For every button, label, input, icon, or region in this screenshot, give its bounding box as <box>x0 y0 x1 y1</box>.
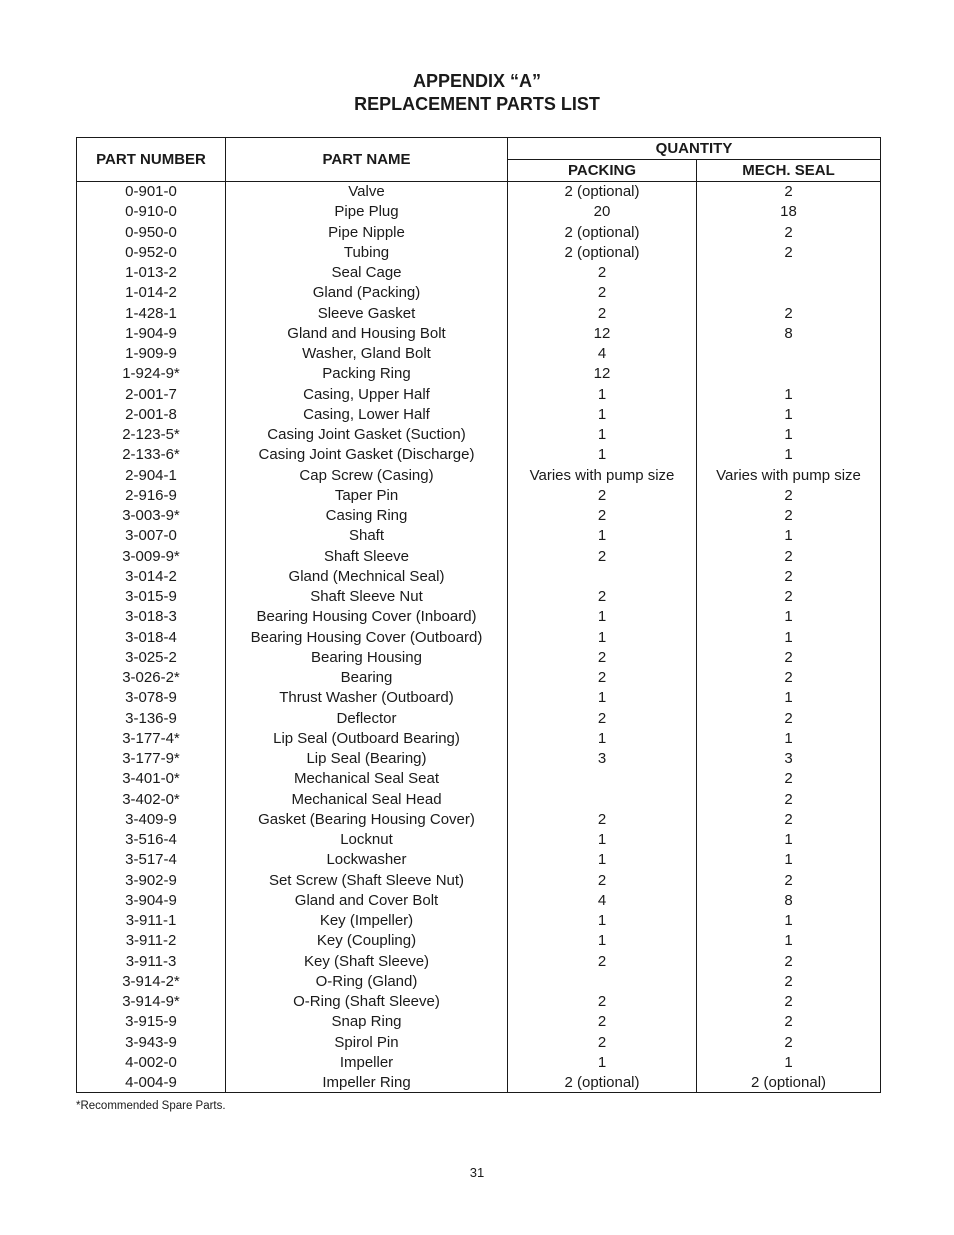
part-number-cell: 0-950-0 <box>77 222 226 242</box>
mech-seal-qty-cell <box>697 283 881 303</box>
part-name-cell: Pipe Nipple <box>226 222 508 242</box>
mech-seal-qty-cell: 2 <box>697 303 881 323</box>
part-number-cell: 0-901-0 <box>77 182 226 202</box>
mech-seal-qty-cell: 1 <box>697 931 881 951</box>
mech-seal-qty-cell: 2 <box>697 546 881 566</box>
packing-qty-cell: 1 <box>508 1052 697 1072</box>
mech-seal-qty-cell: 1 <box>697 728 881 748</box>
packing-qty-cell: 1 <box>508 931 697 951</box>
part-name-cell: Shaft Sleeve <box>226 546 508 566</box>
part-number-cell: 2-904-1 <box>77 465 226 485</box>
part-name-cell: Seal Cage <box>226 263 508 283</box>
part-number-cell: 3-401-0* <box>77 769 226 789</box>
part-number-cell: 3-911-2 <box>77 931 226 951</box>
packing-qty-cell: 2 <box>508 1012 697 1032</box>
part-number-cell: 3-904-9 <box>77 890 226 910</box>
table-row <box>77 404 881 424</box>
table-row <box>77 951 881 971</box>
table-row <box>77 870 881 890</box>
mech-seal-qty-cell: 2 <box>697 242 881 262</box>
packing-qty-cell: 1 <box>508 425 697 445</box>
packing-qty-cell: 1 <box>508 850 697 870</box>
table-row <box>77 587 881 607</box>
part-number-cell: 3-915-9 <box>77 1012 226 1032</box>
table-row <box>77 364 881 384</box>
part-name-cell: Key (Coupling) <box>226 931 508 951</box>
mech-seal-qty-cell: 1 <box>697 384 881 404</box>
part-name-cell: Shaft Sleeve Nut <box>226 587 508 607</box>
packing-qty-cell: 2 <box>508 485 697 505</box>
packing-qty-cell: 1 <box>508 607 697 627</box>
part-name-cell: Gland (Packing) <box>226 283 508 303</box>
part-number-cell: 3-136-9 <box>77 708 226 728</box>
packing-qty-cell: 1 <box>508 728 697 748</box>
table-row <box>77 506 881 526</box>
table-row <box>77 344 881 364</box>
table-row <box>77 303 881 323</box>
packing-qty-cell: 2 <box>508 263 697 283</box>
page-number: 31 <box>469 1165 485 1180</box>
part-number-cell: 3-517-4 <box>77 850 226 870</box>
header-mech-seal: MECH. SEAL <box>697 160 881 182</box>
mech-seal-qty-cell: 2 <box>697 182 881 202</box>
mech-seal-qty-cell: 2 <box>697 506 881 526</box>
header-part-number: PART NUMBER <box>77 138 226 182</box>
part-name-cell: Key (Shaft Sleeve) <box>226 951 508 971</box>
part-number-cell: 3-914-9* <box>77 992 226 1012</box>
replacement-parts-table <box>76 137 881 1093</box>
part-name-cell: Gasket (Bearing Housing Cover) <box>226 809 508 829</box>
part-number-cell: 3-026-2* <box>77 668 226 688</box>
part-name-cell: Bearing Housing Cover (Outboard) <box>226 627 508 647</box>
part-number-cell: 3-003-9* <box>77 506 226 526</box>
part-number-cell: 0-952-0 <box>77 242 226 262</box>
mech-seal-qty-cell: 1 <box>697 688 881 708</box>
table-row <box>77 830 881 850</box>
part-number-cell: 4-002-0 <box>77 1052 226 1072</box>
table-row <box>77 566 881 586</box>
part-name-cell: Deflector <box>226 708 508 728</box>
packing-qty-cell: 1 <box>508 688 697 708</box>
part-name-cell: Washer, Gland Bolt <box>226 344 508 364</box>
part-number-cell: 0-910-0 <box>77 202 226 222</box>
packing-qty-cell: 2 <box>508 708 697 728</box>
packing-qty-cell: Varies with pump size <box>508 465 697 485</box>
table-row <box>77 749 881 769</box>
part-name-cell: Casing Joint Gasket (Suction) <box>226 425 508 445</box>
mech-seal-qty-cell: 2 <box>697 222 881 242</box>
part-number-cell: 1-428-1 <box>77 303 226 323</box>
packing-qty-cell: 2 <box>508 1032 697 1052</box>
mech-seal-qty-cell: 2 <box>697 708 881 728</box>
part-number-cell: 1-904-9 <box>77 323 226 343</box>
part-number-cell: 3-177-9* <box>77 749 226 769</box>
part-name-cell: Bearing Housing Cover (Inboard) <box>226 607 508 627</box>
mech-seal-qty-cell: 8 <box>697 323 881 343</box>
part-name-cell: Tubing <box>226 242 508 262</box>
part-number-cell: 3-025-2 <box>77 647 226 667</box>
part-name-cell: Casing, Lower Half <box>226 404 508 424</box>
mech-seal-qty-cell: 3 <box>697 749 881 769</box>
packing-qty-cell: 4 <box>508 344 697 364</box>
mech-seal-qty-cell <box>697 263 881 283</box>
part-name-cell: Thrust Washer (Outboard) <box>226 688 508 708</box>
part-number-cell: 3-015-9 <box>77 587 226 607</box>
table-row <box>77 809 881 829</box>
packing-qty-cell: 12 <box>508 364 697 384</box>
table-row <box>77 283 881 303</box>
mech-seal-qty-cell: 2 <box>697 809 881 829</box>
part-number-cell: 3-902-9 <box>77 870 226 890</box>
table-row <box>77 890 881 910</box>
table-row <box>77 607 881 627</box>
table-row <box>77 202 881 222</box>
part-number-cell: 3-409-9 <box>77 809 226 829</box>
mech-seal-qty-cell: 2 (optional) <box>697 1073 881 1093</box>
table-row <box>77 546 881 566</box>
part-name-cell: Sleeve Gasket <box>226 303 508 323</box>
part-number-cell: 2-001-7 <box>77 384 226 404</box>
packing-qty-cell: 1 <box>508 627 697 647</box>
table-body <box>77 182 881 1093</box>
packing-qty-cell: 4 <box>508 890 697 910</box>
packing-qty-cell: 2 <box>508 668 697 688</box>
mech-seal-qty-cell: 2 <box>697 566 881 586</box>
header-packing: PACKING <box>508 160 697 182</box>
part-name-cell: Cap Screw (Casing) <box>226 465 508 485</box>
table-row <box>77 222 881 242</box>
part-number-cell: 3-007-0 <box>77 526 226 546</box>
mech-seal-qty-cell: 2 <box>697 647 881 667</box>
mech-seal-qty-cell: 2 <box>697 769 881 789</box>
part-number-cell: 3-018-4 <box>77 627 226 647</box>
mech-seal-qty-cell: 1 <box>697 627 881 647</box>
part-number-cell: 3-009-9* <box>77 546 226 566</box>
part-number-cell: 3-516-4 <box>77 830 226 850</box>
table-row <box>77 769 881 789</box>
part-number-cell: 1-013-2 <box>77 263 226 283</box>
mech-seal-qty-cell: 2 <box>697 789 881 809</box>
part-number-cell: 1-924-9* <box>77 364 226 384</box>
table-row <box>77 526 881 546</box>
part-name-cell: Casing Ring <box>226 506 508 526</box>
part-name-cell: Casing, Upper Half <box>226 384 508 404</box>
packing-qty-cell: 1 <box>508 445 697 465</box>
part-number-cell: 2-133-6* <box>77 445 226 465</box>
table-row <box>77 465 881 485</box>
appendix-title: APPENDIX “A” <box>412 71 542 91</box>
table-row <box>77 850 881 870</box>
part-name-cell: Lockwasher <box>226 850 508 870</box>
table-row <box>77 1073 881 1093</box>
mech-seal-qty-cell: 1 <box>697 526 881 546</box>
mech-seal-qty-cell <box>697 364 881 384</box>
packing-qty-cell: 2 <box>508 992 697 1012</box>
table-row <box>77 911 881 931</box>
packing-qty-cell: 1 <box>508 384 697 404</box>
part-number-cell: 3-911-1 <box>77 911 226 931</box>
table-row <box>77 242 881 262</box>
table-row <box>77 485 881 505</box>
part-name-cell: Mechanical Seal Head <box>226 789 508 809</box>
packing-qty-cell: 2 <box>508 870 697 890</box>
part-name-cell: Key (Impeller) <box>226 911 508 931</box>
header-quantity: QUANTITY <box>508 138 881 160</box>
packing-qty-cell <box>508 566 697 586</box>
table-row <box>77 971 881 991</box>
part-name-cell: Pipe Plug <box>226 202 508 222</box>
part-name-cell: Taper Pin <box>226 485 508 505</box>
mech-seal-qty-cell: 2 <box>697 951 881 971</box>
part-number-cell: 2-123-5* <box>77 425 226 445</box>
part-name-cell: Gland and Housing Bolt <box>226 323 508 343</box>
table-row <box>77 789 881 809</box>
mech-seal-qty-cell: 2 <box>697 992 881 1012</box>
part-name-cell: Gland and Cover Bolt <box>226 890 508 910</box>
part-name-cell: Impeller Ring <box>226 1073 508 1093</box>
packing-qty-cell: 2 <box>508 506 697 526</box>
table-row <box>77 647 881 667</box>
part-number-cell: 4-004-9 <box>77 1073 226 1093</box>
mech-seal-qty-cell: 1 <box>697 1052 881 1072</box>
mech-seal-qty-cell: 2 <box>697 485 881 505</box>
part-number-cell: 3-078-9 <box>77 688 226 708</box>
part-number-cell: 3-014-2 <box>77 566 226 586</box>
packing-qty-cell: 2 (optional) <box>508 182 697 202</box>
part-name-cell: Impeller <box>226 1052 508 1072</box>
packing-qty-cell <box>508 971 697 991</box>
table-row <box>77 445 881 465</box>
packing-qty-cell: 2 <box>508 951 697 971</box>
part-name-cell: Bearing <box>226 668 508 688</box>
table-row <box>77 627 881 647</box>
part-name-cell: Packing Ring <box>226 364 508 384</box>
mech-seal-qty-cell: 18 <box>697 202 881 222</box>
part-name-cell: Gland (Mechnical Seal) <box>226 566 508 586</box>
table-row <box>77 688 881 708</box>
part-number-cell: 3-402-0* <box>77 789 226 809</box>
part-name-cell: Set Screw (Shaft Sleeve Nut) <box>226 870 508 890</box>
table-row <box>77 384 881 404</box>
mech-seal-qty-cell: 1 <box>697 850 881 870</box>
table-header <box>77 138 881 182</box>
table-row <box>77 931 881 951</box>
table-row <box>77 425 881 445</box>
mech-seal-qty-cell <box>697 344 881 364</box>
part-number-cell: 3-177-4* <box>77 728 226 748</box>
table-row <box>77 728 881 748</box>
part-number-cell: 2-916-9 <box>77 485 226 505</box>
packing-qty-cell: 2 <box>508 587 697 607</box>
mech-seal-qty-cell: 2 <box>697 1032 881 1052</box>
table-row <box>77 708 881 728</box>
part-name-cell: O-Ring (Gland) <box>226 971 508 991</box>
part-number-cell: 1-014-2 <box>77 283 226 303</box>
mech-seal-qty-cell: 1 <box>697 425 881 445</box>
packing-qty-cell: 2 <box>508 809 697 829</box>
page-title: REPLACEMENT PARTS LIST <box>354 94 600 114</box>
part-name-cell: Lip Seal (Bearing) <box>226 749 508 769</box>
part-number-cell: 1-909-9 <box>77 344 226 364</box>
part-name-cell: Locknut <box>226 830 508 850</box>
packing-qty-cell: 1 <box>508 526 697 546</box>
table-row <box>77 1012 881 1032</box>
table-row <box>77 992 881 1012</box>
packing-qty-cell: 2 (optional) <box>508 222 697 242</box>
packing-qty-cell: 2 <box>508 647 697 667</box>
packing-qty-cell: 20 <box>508 202 697 222</box>
part-name-cell: Mechanical Seal Seat <box>226 769 508 789</box>
mech-seal-qty-cell: 2 <box>697 870 881 890</box>
packing-qty-cell: 2 (optional) <box>508 242 697 262</box>
part-number-cell: 3-914-2* <box>77 971 226 991</box>
table-row <box>77 1032 881 1052</box>
header-part-name: PART NAME <box>226 138 508 182</box>
part-name-cell: Valve <box>226 182 508 202</box>
packing-qty-cell: 2 <box>508 303 697 323</box>
part-name-cell: Spirol Pin <box>226 1032 508 1052</box>
footnote: *Recommended Spare Parts. <box>76 1100 226 1112</box>
mech-seal-qty-cell: 2 <box>697 1012 881 1032</box>
table-row <box>77 1052 881 1072</box>
packing-qty-cell: 2 <box>508 283 697 303</box>
part-name-cell: Lip Seal (Outboard Bearing) <box>226 728 508 748</box>
packing-qty-cell: 1 <box>508 404 697 424</box>
mech-seal-qty-cell: 1 <box>697 911 881 931</box>
mech-seal-qty-cell: 2 <box>697 971 881 991</box>
mech-seal-qty-cell: 1 <box>697 607 881 627</box>
mech-seal-qty-cell: 8 <box>697 890 881 910</box>
mech-seal-qty-cell: 1 <box>697 830 881 850</box>
part-number-cell: 3-943-9 <box>77 1032 226 1052</box>
part-number-cell: 3-018-3 <box>77 607 226 627</box>
part-name-cell: Snap Ring <box>226 1012 508 1032</box>
packing-qty-cell: 3 <box>508 749 697 769</box>
packing-qty-cell: 1 <box>508 911 697 931</box>
packing-qty-cell: 1 <box>508 830 697 850</box>
packing-qty-cell: 2 (optional) <box>508 1073 697 1093</box>
part-name-cell: Shaft <box>226 526 508 546</box>
packing-qty-cell <box>508 769 697 789</box>
packing-qty-cell: 12 <box>508 323 697 343</box>
mech-seal-qty-cell: 2 <box>697 668 881 688</box>
table-row <box>77 668 881 688</box>
part-name-cell: Bearing Housing <box>226 647 508 667</box>
part-number-cell: 2-001-8 <box>77 404 226 424</box>
part-name-cell: O-Ring (Shaft Sleeve) <box>226 992 508 1012</box>
mech-seal-qty-cell: 2 <box>697 587 881 607</box>
part-number-cell: 3-911-3 <box>77 951 226 971</box>
part-name-cell: Casing Joint Gasket (Discharge) <box>226 445 508 465</box>
packing-qty-cell: 2 <box>508 546 697 566</box>
table-row <box>77 323 881 343</box>
mech-seal-qty-cell: 1 <box>697 404 881 424</box>
mech-seal-qty-cell: 1 <box>697 445 881 465</box>
table-row <box>77 182 881 202</box>
packing-qty-cell <box>508 789 697 809</box>
mech-seal-qty-cell: Varies with pump size <box>697 465 881 485</box>
table-row <box>77 263 881 283</box>
